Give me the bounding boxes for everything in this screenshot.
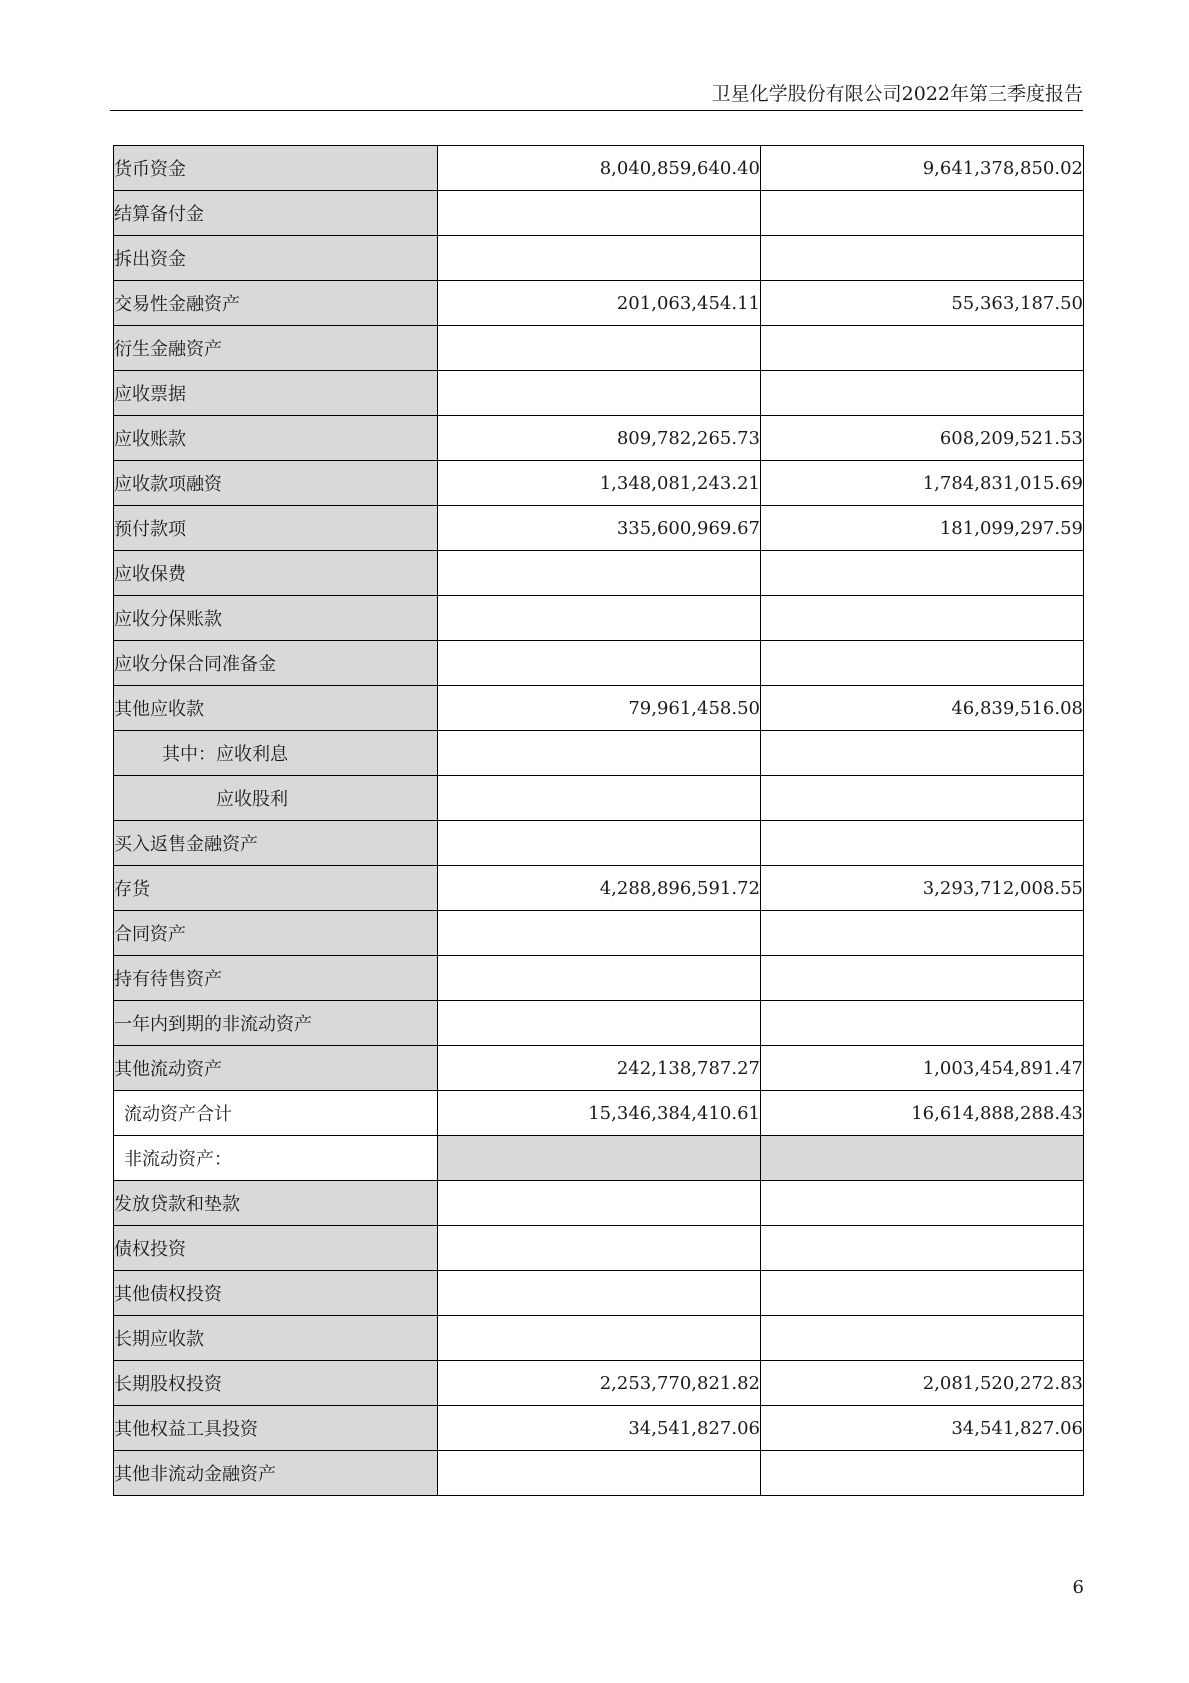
row-label: 合同资产 (114, 911, 438, 956)
table-row-subtotal (114, 1091, 1084, 1136)
period-begin-value (761, 1451, 1084, 1496)
period-end-value (438, 1001, 761, 1046)
period-begin-value (761, 191, 1084, 236)
period-begin-value: 3,293,712,008.55 (761, 866, 1084, 911)
period-end-value (438, 1271, 761, 1316)
page-number: 6 (1072, 1577, 1084, 1598)
table-row (114, 1451, 1084, 1496)
period-begin-value (761, 236, 1084, 281)
row-label: 结算备付金 (114, 191, 438, 236)
row-label: 拆出资金 (114, 236, 438, 281)
table-row (114, 596, 1084, 641)
period-begin-value (761, 1271, 1084, 1316)
row-label: 其他应收款 (114, 686, 438, 731)
period-end-value (438, 191, 761, 236)
table-row (114, 686, 1084, 731)
period-begin-value (761, 1226, 1084, 1271)
table-row (114, 236, 1084, 281)
row-label: 存货 (114, 866, 438, 911)
period-begin-value: 34,541,827.06 (761, 1406, 1084, 1451)
period-begin-value (761, 911, 1084, 956)
row-label: 其他流动资产 (114, 1046, 438, 1091)
period-end-value (438, 1226, 761, 1271)
period-end-value (438, 1136, 761, 1181)
period-end-value: 2,253,770,821.82 (438, 1361, 761, 1406)
row-label: 一年内到期的非流动资产 (114, 1001, 438, 1046)
period-begin-value (761, 326, 1084, 371)
period-end-value (438, 596, 761, 641)
table-row (114, 1406, 1084, 1451)
period-end-value: 242,138,787.27 (438, 1046, 761, 1091)
period-end-value (438, 1316, 761, 1361)
row-label: 其他非流动金融资产 (114, 1451, 438, 1496)
period-end-value: 8,040,859,640.40 (438, 146, 761, 191)
table-row (114, 956, 1084, 1001)
period-end-value: 15,346,384,410.61 (438, 1091, 761, 1136)
period-begin-value (761, 731, 1084, 776)
period-end-value (438, 1451, 761, 1496)
period-begin-value: 55,363,187.50 (761, 281, 1084, 326)
period-end-value (438, 236, 761, 281)
header-divider (110, 110, 1083, 111)
row-label: 非流动资产： (114, 1136, 438, 1181)
period-begin-value (761, 1001, 1084, 1046)
row-label: 发放贷款和垫款 (114, 1181, 438, 1226)
period-begin-value: 9,641,378,850.02 (761, 146, 1084, 191)
period-begin-value (761, 821, 1084, 866)
period-begin-value: 2,081,520,272.83 (761, 1361, 1084, 1406)
period-begin-value (761, 776, 1084, 821)
row-label: 买入返售金融资产 (114, 821, 438, 866)
period-end-value (438, 911, 761, 956)
table-row (114, 506, 1084, 551)
period-begin-value (761, 596, 1084, 641)
period-end-value: 1,348,081,243.21 (438, 461, 761, 506)
table-row (114, 821, 1084, 866)
period-end-value: 79,961,458.50 (438, 686, 761, 731)
period-begin-value (761, 956, 1084, 1001)
period-end-value (438, 956, 761, 1001)
table-row (114, 191, 1084, 236)
period-end-value (438, 641, 761, 686)
row-label: 应收票据 (114, 371, 438, 416)
period-end-value (438, 821, 761, 866)
period-begin-value: 1,784,831,015.69 (761, 461, 1084, 506)
row-label: 预付款项 (114, 506, 438, 551)
period-end-value (438, 1181, 761, 1226)
row-label: 交易性金融资产 (114, 281, 438, 326)
row-label: 应收账款 (114, 416, 438, 461)
table-row (114, 461, 1084, 506)
period-begin-value (761, 371, 1084, 416)
period-begin-value (761, 1316, 1084, 1361)
table-row (114, 371, 1084, 416)
table-row (114, 1046, 1084, 1091)
period-end-value: 809,782,265.73 (438, 416, 761, 461)
period-begin-value: 46,839,516.08 (761, 686, 1084, 731)
row-label: 应收分保账款 (114, 596, 438, 641)
period-end-value (438, 326, 761, 371)
table-row (114, 911, 1084, 956)
row-label: 应收保费 (114, 551, 438, 596)
row-label: 衍生金融资产 (114, 326, 438, 371)
row-label: 其他权益工具投资 (114, 1406, 438, 1451)
table-row (114, 1181, 1084, 1226)
table-row-section-header (114, 1136, 1084, 1181)
row-label: 其中：应收利息 (114, 731, 438, 776)
period-begin-value: 1,003,454,891.47 (761, 1046, 1084, 1091)
period-end-value: 201,063,454.11 (438, 281, 761, 326)
period-end-value: 335,600,969.67 (438, 506, 761, 551)
row-label: 长期股权投资 (114, 1361, 438, 1406)
period-begin-value: 181,099,297.59 (761, 506, 1084, 551)
row-label: 应收款项融资 (114, 461, 438, 506)
period-begin-value (761, 551, 1084, 596)
period-begin-value: 16,614,888,288.43 (761, 1091, 1084, 1136)
period-end-value (438, 371, 761, 416)
table-row (114, 641, 1084, 686)
balance-sheet-table (113, 145, 1084, 1496)
table-row (114, 1226, 1084, 1271)
period-begin-value: 608,209,521.53 (761, 416, 1084, 461)
page-header-title: 卫星化学股份有限公司2022年第三季度报告 (711, 83, 1083, 105)
period-end-value: 4,288,896,591.72 (438, 866, 761, 911)
row-label: 持有待售资产 (114, 956, 438, 1001)
row-label: 货币资金 (114, 146, 438, 191)
row-label: 应收股利 (114, 776, 438, 821)
table-row (114, 416, 1084, 461)
table-row (114, 776, 1084, 821)
table-row (114, 1001, 1084, 1046)
table-row (114, 1271, 1084, 1316)
row-label: 长期应收款 (114, 1316, 438, 1361)
period-end-value (438, 776, 761, 821)
table-row (114, 326, 1084, 371)
table-row (114, 866, 1084, 911)
period-end-value (438, 551, 761, 596)
row-label: 流动资产合计 (114, 1091, 438, 1136)
row-label: 债权投资 (114, 1226, 438, 1271)
table-row (114, 731, 1084, 776)
period-begin-value (761, 1181, 1084, 1226)
period-end-value: 34,541,827.06 (438, 1406, 761, 1451)
period-begin-value (761, 1136, 1084, 1181)
period-end-value (438, 731, 761, 776)
period-begin-value (761, 641, 1084, 686)
table-row (114, 146, 1084, 191)
table-row (114, 281, 1084, 326)
table-row (114, 1361, 1084, 1406)
row-label: 应收分保合同准备金 (114, 641, 438, 686)
table-row (114, 551, 1084, 596)
row-label: 其他债权投资 (114, 1271, 438, 1316)
table-row (114, 1316, 1084, 1361)
